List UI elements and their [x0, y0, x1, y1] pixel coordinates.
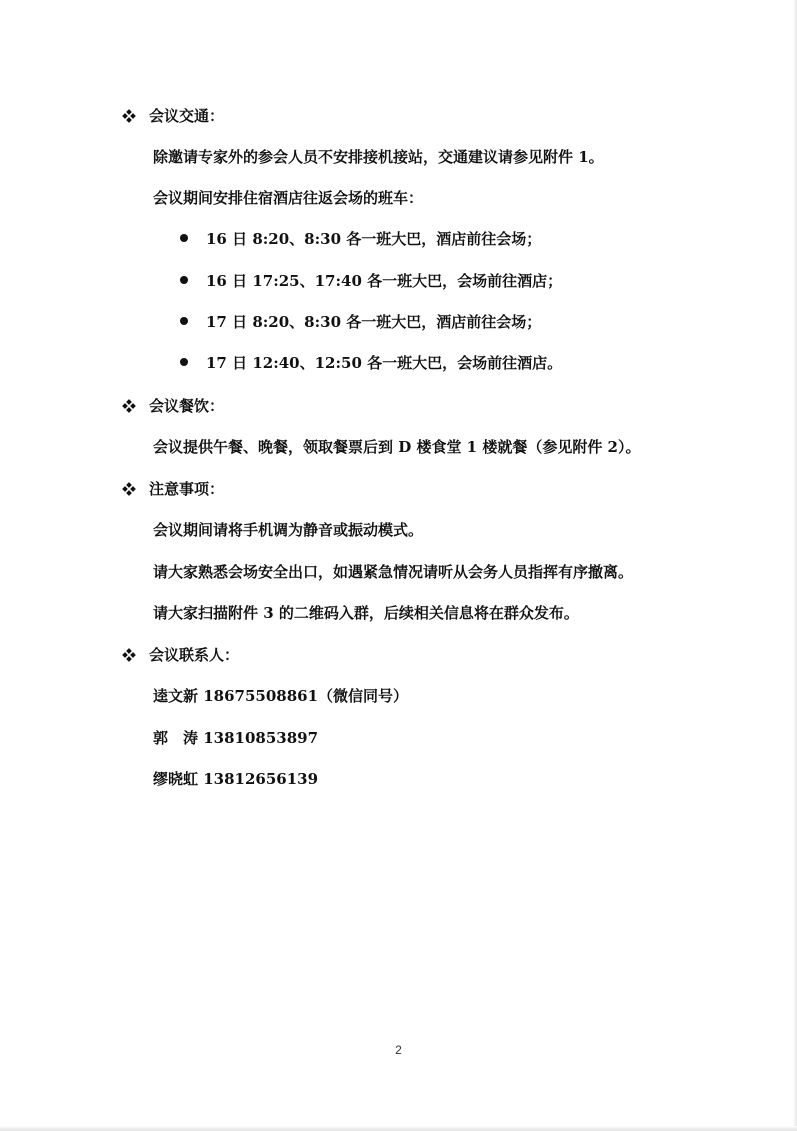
- bullet-dot-icon: [180, 358, 188, 366]
- paragraph: 请大家扫描附件 3 的二维码入群，后续相关信息将在群众发布。: [153, 604, 579, 622]
- page-edge-bottom: [0, 1126, 797, 1131]
- page-edge-right: [793, 0, 797, 1131]
- bullet-dot-icon: [180, 234, 188, 242]
- contact-line: 郭 涛 13810853897: [153, 729, 319, 747]
- paragraph: 会议提供午餐、晚餐，领取餐票后到 D 楼食堂 1 楼就餐（参见附件 2）。: [153, 438, 641, 456]
- section-heading-notes: [123, 479, 224, 499]
- bullet-dot-icon: [180, 317, 188, 325]
- contact-line: 缪晓虹 13812656139: [153, 770, 319, 788]
- list-item-text: 16 日 17:25、17:40 各一班大巴，会场前往酒店；: [206, 272, 563, 290]
- list-item-text: 17 日 8:20、8:30 各一班大巴，酒店前往会场；: [206, 313, 542, 331]
- paragraph: 请大家熟悉会场安全出口，如遇紧急情况请听从会务人员指挥有序撤离。: [153, 563, 634, 581]
- contact-line: 逵文新 18675508861（微信同号）: [153, 687, 409, 705]
- list-item: [180, 353, 562, 373]
- diamond-bullet-icon: [123, 400, 135, 412]
- list-item-text: 17 日 12:40、12:50 各一班大巴，会场前往酒店。: [206, 354, 563, 372]
- paragraph: 会议期间请将手机调为静音或振动模式。: [153, 521, 424, 539]
- section-heading-transport: [123, 106, 224, 126]
- list-item: [180, 312, 541, 332]
- page-number: 2: [395, 1043, 402, 1057]
- heading-text: 会议联系人：: [149, 646, 240, 664]
- paragraph: 除邀请专家外的参会人员不安排接机接站，交通建议请参见附件 1。: [153, 148, 604, 166]
- heading-text: 注意事项：: [149, 480, 225, 498]
- heading-text: 会议交通：: [149, 107, 225, 125]
- paragraph: 会议期间安排住宿酒店往返会场的班车：: [153, 189, 424, 207]
- bullet-dot-icon: [180, 276, 188, 284]
- section-heading-meals: [123, 396, 224, 416]
- list-item: [180, 229, 541, 249]
- section-heading-contacts: [123, 645, 239, 665]
- diamond-bullet-icon: [123, 110, 135, 122]
- heading-text: 会议餐饮：: [149, 397, 225, 415]
- diamond-bullet-icon: [123, 483, 135, 495]
- list-item-text: 16 日 8:20、8:30 各一班大巴，酒店前往会场；: [206, 230, 542, 248]
- diamond-bullet-icon: [123, 649, 135, 661]
- list-item: [180, 271, 562, 291]
